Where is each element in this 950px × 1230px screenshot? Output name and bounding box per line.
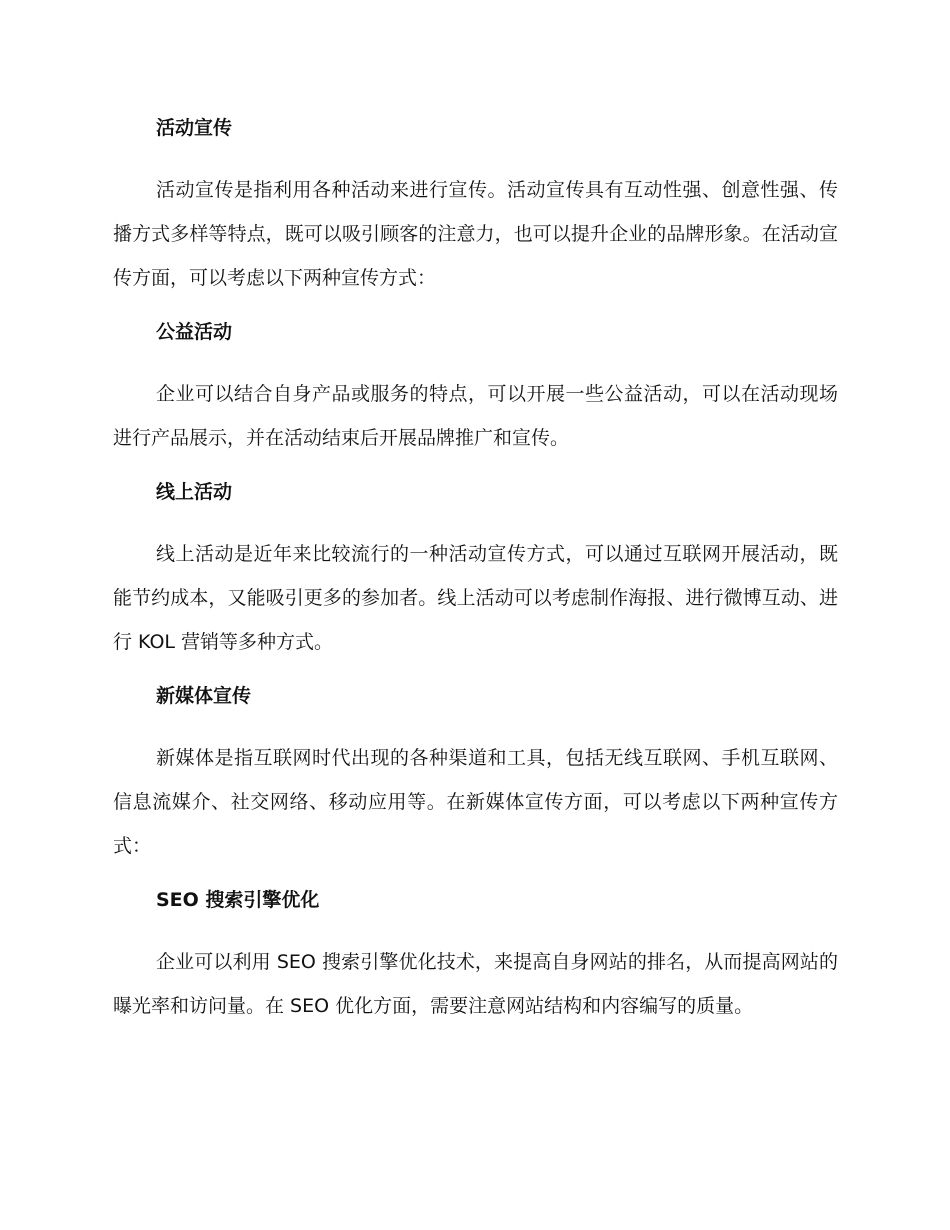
section-paragraph-charity-activity: 企业可以结合自身产品或服务的特点，可以开展一些公益活动，可以在活动现场进行产品展示，并在活动结束后开展品牌推广和宣传。 <box>113 383 838 449</box>
document-body <box>113 112 838 1028</box>
section-paragraph-online-activity: 线上活动是近年来比较流行的一种活动宣传方式，可以通过互联网开展活动，既能节约成本，又能吸引更多的参加者。线上活动可以考虑制作海报、进行微博互动、进行 KOL 营销等多种方式。 <box>113 543 838 653</box>
section-paragraph-activity-promotion: 活动宣传是指利用各种活动来进行宣传。活动宣传具有互动性强、创意性强、传播方式多样等特点，既可以吸引顾客的注意力，也可以提升企业的品牌形象。在活动宣传方面，可以考虑以下两种宣传方式： <box>113 179 838 289</box>
section-paragraph-seo: 企业可以利用 SEO 搜索引擎优化技术，来提高自身网站的排名，从而提高网站的曝光率和访问量。在 SEO 优化方面，需要注意网站结构和内容编写的质量。 <box>113 951 838 1017</box>
section-heading-seo: SEO 搜索引擎优化 <box>156 889 320 911</box>
section-heading-charity-activity: 公益活动 <box>156 321 233 343</box>
section-heading-activity-promotion: 活动宣传 <box>156 117 233 139</box>
section-paragraph-new-media: 新媒体是指互联网时代出现的各种渠道和工具，包括无线互联网、手机互联网、信息流媒介、社交网络、移动应用等。在新媒体宣传方面，可以考虑以下两种宣传方式： <box>113 747 838 857</box>
section-heading-new-media: 新媒体宣传 <box>156 685 252 707</box>
section-heading-online-activity: 线上活动 <box>156 481 233 503</box>
